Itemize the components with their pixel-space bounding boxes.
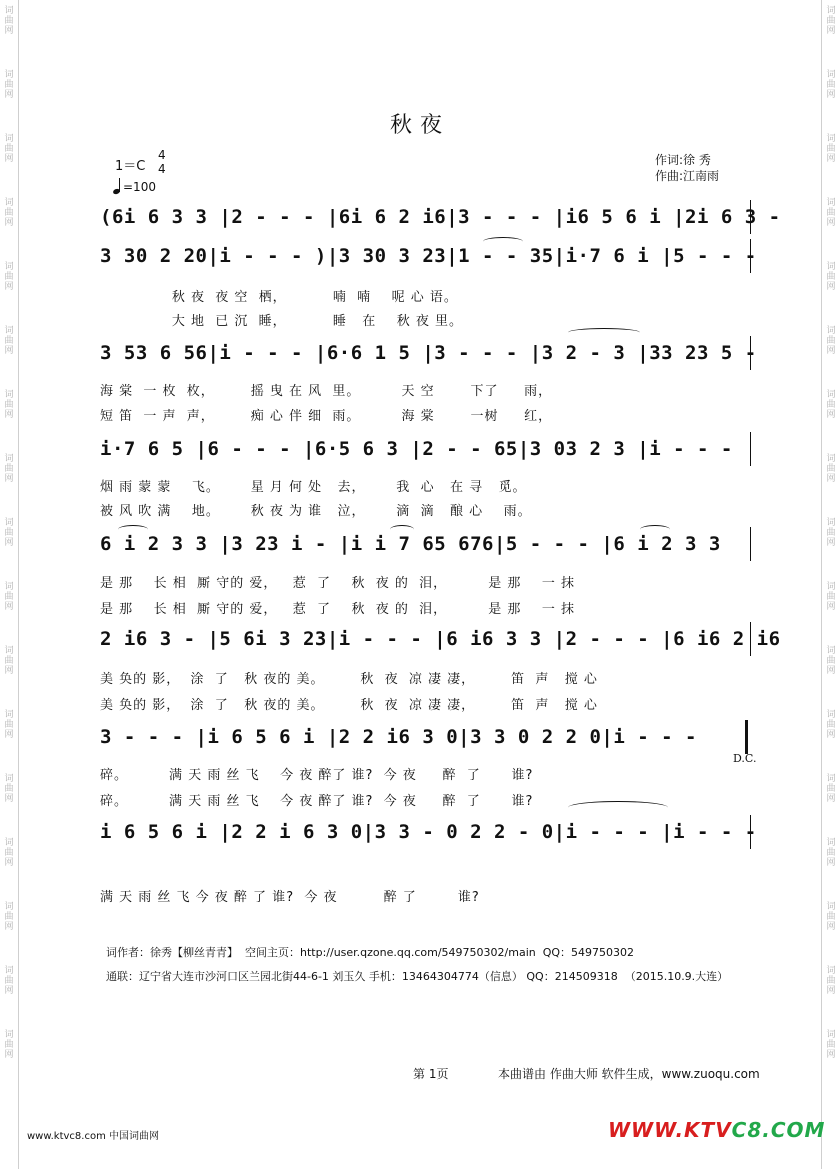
score-line-4 bbox=[100, 432, 760, 468]
song-title: 秋夜 bbox=[389, 113, 450, 138]
notation-text: i 6 5 6 i |2 2 i 6 3 0|3 3 - 0 2 2 - 0|i - - - |i - - - bbox=[100, 821, 757, 843]
notation-text: 3 30 2 20|i - - - )|3 30 3 23|1 - - 35|i·7 6 i |5 - - - bbox=[100, 245, 757, 267]
notation-text: 3 53 6 56|i - - - |6·6 1 5 |3 - - - |3 2 - 3 |33 23 5 - bbox=[100, 342, 757, 364]
author-info: 词作者：徐秀【柳丝青青】 空间主页：http://user.qzone.qq.com/549750302/main QQ：549750302 bbox=[106, 946, 635, 959]
lyric-line: 短 笛 一 声 声， 痴 心 伴 细 雨。 海 棠 一树 红， bbox=[100, 409, 553, 424]
lyricist: 作词:徐 秀 bbox=[655, 153, 711, 167]
notation-text: 3 - - - |i 6 5 6 i |2 2 i6 3 0|3 3 0 2 2 0|i - - - bbox=[100, 726, 697, 748]
slur bbox=[118, 525, 148, 534]
barline bbox=[750, 527, 751, 561]
page-number: 第 1页 bbox=[413, 1067, 449, 1081]
time-signature-top: 4 bbox=[158, 148, 166, 162]
key-signature: 1＝C bbox=[115, 159, 146, 174]
notation-text: i·7 6 5 |6 - - - |6·5 6 3 |2 - - 65|3 03 2 3 |i - - - bbox=[100, 438, 733, 460]
notation-text: 6 i 2 3 3 |3 23 i - |i i 7 65 676|5 - - - |6 i 2 3 3 bbox=[100, 533, 721, 555]
score-line-2 bbox=[100, 239, 760, 275]
lyric-line: 碎。 满 天 雨 丝 飞 今 夜 醉了 谁? 今 夜 醉 了 谁? bbox=[100, 794, 534, 809]
score-line-5 bbox=[100, 527, 760, 563]
lyric-line: 满 天 雨 丝 飞 今 夜 醉 了 谁? 今 夜 醉 了 谁? bbox=[100, 890, 480, 905]
tempo-value: =100 bbox=[123, 180, 156, 194]
ktvc8-logo[interactable]: WWW.KTVC8.COM bbox=[608, 1118, 826, 1142]
slur bbox=[390, 525, 414, 534]
lyric-line: 是 那 长 相 厮 守的 爱， 惹 了 秋 夜 的 泪， 是 那 一 抹 bbox=[100, 602, 576, 617]
time-signature bbox=[158, 148, 166, 176]
slur bbox=[568, 328, 640, 337]
notation-text: (6i 6 3 3 |2 - - - |6i 6 2 i6|3 - - - |i6 5 6 i |2i 6 3 - bbox=[100, 206, 781, 228]
tempo-marking bbox=[113, 180, 156, 194]
right-border bbox=[821, 0, 822, 1169]
lyric-line: 烟 雨 蒙 蒙 飞。 星 月 何 处 去， 我 心 在 寻 觅。 bbox=[100, 480, 527, 495]
final-barline bbox=[745, 720, 748, 754]
lyric-line: 秋 夜 夜 空 栖， 喃 喃 呢 心 语。 bbox=[100, 290, 458, 305]
slur bbox=[640, 525, 670, 534]
score-line-7 bbox=[100, 720, 760, 756]
right-watermark-column: 词曲网 词曲网 词曲网 词曲网 词曲网 词曲网 词曲网 词曲网 词曲网 词曲网 词曲网 词曲网 词曲网 词曲网 词曲网 词曲网 词曲网 bbox=[826, 6, 836, 1060]
site-credit: www.ktvc8.com 中国词曲网 bbox=[27, 1131, 160, 1142]
score-line-3 bbox=[100, 336, 760, 372]
lyric-line: 是 那 长 相 厮 守的 爱， 惹 了 秋 夜 的 泪， 是 那 一 抹 bbox=[100, 576, 576, 591]
quarter-note-icon bbox=[113, 180, 123, 194]
lyric-line: 碎。 满 天 雨 丝 飞 今 夜 醉了 谁? 今 夜 醉 了 谁? bbox=[100, 768, 534, 783]
lyric-line: 海 棠 一 枚 枚， 摇 曳 在 风 里。 天 空 下了 雨， bbox=[100, 384, 553, 399]
notation-text: 2 i6 3 - |5 6i 3 23|i - - - |6 i6 3 3 |2 - - - |6 i6 2 i6 bbox=[100, 628, 781, 650]
time-signature-bottom: 4 bbox=[158, 162, 166, 176]
left-border bbox=[18, 0, 19, 1169]
slur bbox=[483, 237, 523, 246]
composer: 作曲:江南雨 bbox=[655, 169, 720, 183]
score-line-1 bbox=[100, 200, 781, 236]
score-line-8 bbox=[100, 815, 760, 851]
lyric-line: 大 地 已 沉 睡， 睡 在 秋 夜 里。 bbox=[100, 314, 464, 329]
barline bbox=[750, 432, 751, 466]
lyric-line: 被 风 吹 满 地。 秋 夜 为 谁 泣， 滴 滴 酿 心 雨。 bbox=[100, 504, 532, 519]
lyric-line: 美 奂的 影， 涂 了 秋 夜的 美。 秋 夜 凉 凄 凄， 笛 声 搅 心 bbox=[100, 698, 598, 713]
barline bbox=[750, 336, 751, 370]
score-line-6 bbox=[100, 622, 781, 658]
lyric-line: 美 奂的 影， 涂 了 秋 夜的 美。 秋 夜 凉 凄 凄， 笛 声 搅 心 bbox=[100, 672, 598, 687]
credits bbox=[655, 152, 719, 184]
left-watermark-column: 词曲网 词曲网 词曲网 词曲网 词曲网 词曲网 词曲网 词曲网 词曲网 词曲网 词曲网 词曲网 词曲网 词曲网 词曲网 词曲网 词曲网 bbox=[4, 6, 14, 1060]
generator-note: 本曲谱由 作曲大师 软件生成，www.zuoqu.com bbox=[498, 1067, 760, 1081]
barline bbox=[750, 200, 751, 234]
tie bbox=[568, 801, 668, 814]
barline bbox=[750, 239, 751, 273]
contact-info: 通联：辽宁省大连市沙河口区兰园北街44-6-1 刘玉久 手机：13464304774（信息） QQ：214509318 （2015.10.9.大连） bbox=[106, 970, 729, 983]
da-capo-mark: D.C. bbox=[733, 752, 757, 765]
barline bbox=[750, 815, 751, 849]
barline bbox=[750, 622, 751, 656]
